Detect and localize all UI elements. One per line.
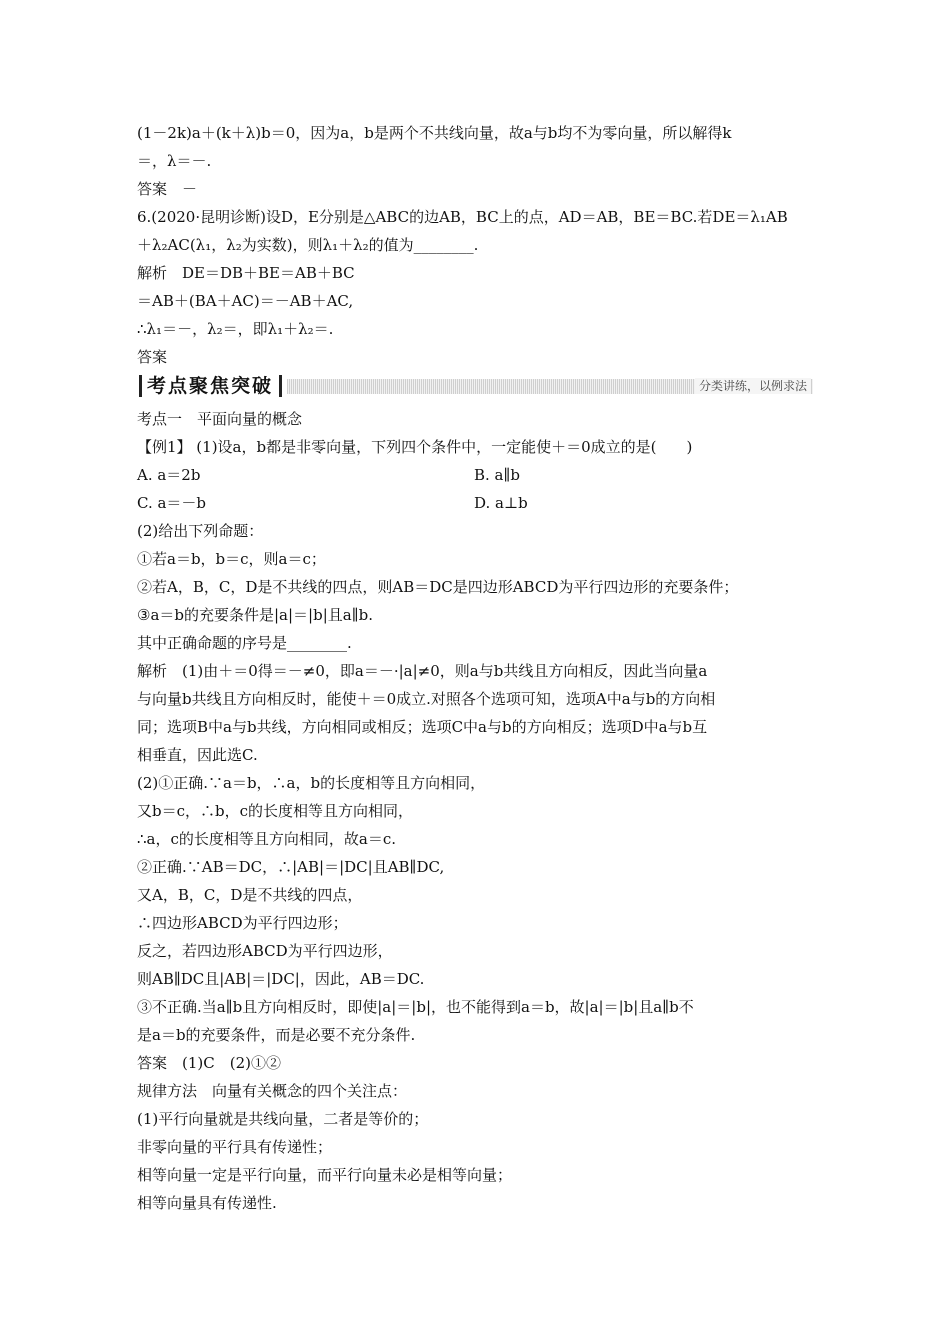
proposition-1: ①若a＝b，b＝c，则a＝c；	[137, 550, 326, 568]
solution-line-5: (2)①正确.∵a＝b，∴a，b的长度相等且方向相同，	[137, 774, 486, 792]
analysis-6-line-3: ∴λ₁＝－，λ₂＝，即λ₁＋λ₂＝.	[137, 320, 334, 338]
section-heading: 考点一 平面向量的概念	[137, 410, 303, 428]
question-6-cont: ＋λ₂AC(λ₁，λ₂为实数)，则λ₁＋λ₂的值为________.	[137, 236, 479, 254]
method-point-4: 相等向量具有传递性.	[137, 1194, 277, 1212]
banner-divider-bar	[279, 375, 282, 397]
solution-line-13: ③不正确.当a∥b且方向相反时，即使|a|＝|b|，也不能得到a＝b，故|a|＝|b|且a∥b不	[137, 998, 694, 1016]
analysis-6-line-1: 解析 DE＝DB＋BE＝AB＋BC	[137, 264, 355, 282]
solution-line-12: 则AB∥DC且|AB|＝|DC|，因此，AB＝DC.	[137, 970, 425, 988]
answer-6: 答案	[137, 348, 168, 366]
line-2: ＝，λ＝－.	[137, 152, 212, 170]
proposition-3: ③a＝b的充要条件是|a|＝|b|且a∥b.	[137, 606, 373, 624]
method-point-2: 非零向量的平行具有传递性；	[137, 1138, 333, 1156]
banner-left-bar	[139, 375, 142, 397]
method-point-3: 相等向量一定是平行向量，而平行向量未必是相等向量；	[137, 1166, 513, 1184]
line-1: (1－2k)a＋(k＋λ)b＝0，因为a，b是两个不共线向量，故a与b均不为零向量，所以解得k	[137, 124, 732, 142]
solution-line-2: 与向量b共线且方向相反时，能使＋＝0成立.对照各个选项可知，选项A中a与b的方向相	[137, 690, 716, 708]
method-title: 规律方法 向量有关概念的四个关注点：	[137, 1082, 408, 1100]
solution-line-6: 又b＝c，∴b，c的长度相等且方向相同，	[137, 802, 414, 820]
solution-line-4: 相垂直，因此选C.	[137, 746, 258, 764]
example-1-answer: 答案 (1)C (2)①②	[137, 1054, 281, 1072]
solution-line-10: ∴四边形ABCD为平行四边形；	[137, 914, 348, 932]
proposition-2: ②若A，B，C，D是不共线的四点，则AB＝DC是四边形ABCD为平行四边形的充要条件；	[137, 578, 739, 596]
analysis-6-line-2: ＝AB＋(BA＋AC)＝－AB＋AC,	[137, 292, 354, 310]
method-point-1: (1)平行向量就是共线向量，二者是等价的；	[137, 1110, 429, 1128]
question-6: 6.(2020·昆明诊断)设D，E分别是△ABC的边AB，BC上的点，AD＝AB，BE＝BC.若DE＝λ₁AB	[137, 208, 788, 226]
question-2-ask: 其中正确命题的序号是________.	[137, 634, 352, 652]
solution-line-3: 同；选项B中a与b共线，方向相同或相反；选项C中a与b的方向相反；选项D中a与b互	[137, 718, 708, 736]
answer-5: 答案 －	[137, 180, 198, 198]
solution-line-8: ②正确.∵AB＝DC，∴|AB|＝|DC|且AB∥DC,	[137, 858, 445, 876]
example-1-question-1: 【例1】 (1)设a，b都是非零向量，下列四个条件中，一定能使＋＝0成立的是( )	[137, 438, 693, 456]
solution-line-9: 又A，B，C，D是不共线的四点，	[137, 886, 363, 904]
option-a: A. a＝2b	[137, 466, 201, 484]
banner-subtitle: 分类讲练，以例求法	[695, 378, 811, 394]
banner-title: 考点聚焦突破	[147, 375, 274, 397]
example-1-question-2: (2)给出下列命题：	[137, 522, 264, 540]
option-b: B. a∥b	[474, 466, 521, 484]
option-c: C. a＝－b	[137, 494, 207, 512]
solution-line-7: ∴a，c的长度相等且方向相同，故a＝c.	[137, 830, 397, 848]
section-banner	[137, 373, 813, 399]
solution-line-14: 是a＝b的充要条件，而是必要不充分条件.	[137, 1026, 416, 1044]
option-d: D. a⊥b	[474, 494, 528, 512]
solution-line-1: 解析 (1)由＋＝0得＝－≠0，即a＝－·|a|≠0，则a与b共线且方向相反，因此当向量a	[137, 662, 708, 680]
solution-line-11: 反之，若四边形ABCD为平行四边形，	[137, 942, 393, 960]
